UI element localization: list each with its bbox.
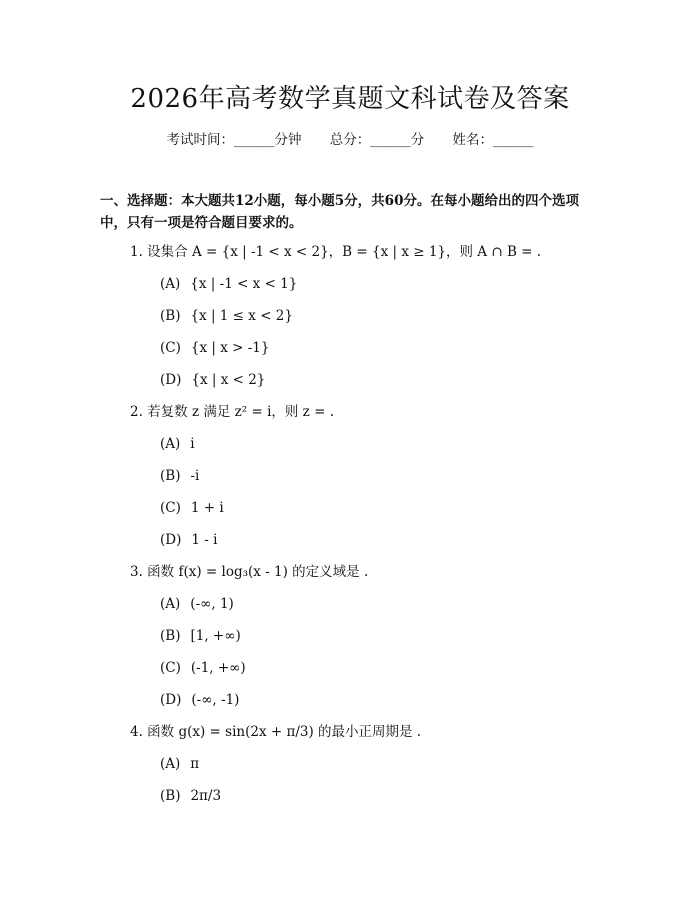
option-text: {x | x > -1} [190, 340, 270, 356]
option-letter: (B) [160, 468, 181, 484]
option-text: 2π/3 [190, 788, 222, 804]
question-1-option-d [160, 370, 265, 390]
question-1-option-a [160, 274, 297, 294]
option-text: i [190, 436, 195, 452]
option-text: (-∞, -1) [191, 692, 240, 708]
option-letter: (B) [160, 308, 181, 324]
question-2-option-d [160, 530, 217, 550]
question-3-option-b [160, 626, 241, 646]
score-field: 总分：______分 [329, 132, 425, 148]
exam-title: 2026年高考数学真题文科试卷及答案 [130, 84, 570, 114]
question-3-option-c [160, 658, 246, 678]
option-text: (-∞, 1) [190, 596, 234, 612]
question-2-stem: 2. 若复数 z 满足 z² = i，则 z = . [130, 404, 334, 420]
question-1-option-c [160, 338, 269, 358]
question-4-stem: 4. 函数 g(x) = sin(2x + π/3) 的最小正周期是 . [130, 724, 422, 740]
question-2-option-c [160, 498, 224, 518]
question-4-option-a [160, 754, 199, 774]
option-letter: (D) [160, 372, 182, 388]
option-letter: (B) [160, 628, 181, 644]
option-letter: (B) [160, 788, 181, 804]
option-letter: (A) [160, 276, 181, 292]
option-text: π [190, 756, 200, 772]
question-1-option-b [160, 306, 293, 326]
option-letter: (C) [160, 660, 181, 676]
section-heading: 一、选择题：本大题共12小题，每小题5分，共60分。在每小题给出的四个选项中，只有一项是符合题目要求的。 [100, 193, 579, 231]
question-3-stem: 3. 函数 f(x) = log₃(x - 1) 的定义域是 . [130, 564, 369, 580]
name-field: 姓名：______ [452, 132, 534, 148]
option-text: [1, +∞) [190, 628, 241, 644]
option-text: -i [190, 468, 200, 484]
question-3-option-d [160, 690, 239, 710]
question-2-option-b [160, 466, 199, 486]
exam-meta [0, 130, 700, 150]
option-letter: (C) [160, 500, 181, 516]
option-letter: (A) [160, 436, 181, 452]
time-field: 考试时间：______分钟 [166, 132, 302, 148]
option-text: {x | -1 < x < 1} [190, 276, 298, 292]
option-text: {x | x < 2} [191, 372, 266, 388]
question-3-option-a [160, 594, 234, 614]
option-letter: (C) [160, 340, 181, 356]
question-4-option-b [160, 786, 221, 806]
option-text: 1 + i [190, 500, 224, 516]
option-text: {x | 1 ≤ x < 2} [190, 308, 293, 324]
option-text: (-1, +∞) [190, 660, 246, 676]
option-letter: (D) [160, 532, 182, 548]
question-2-option-a [160, 434, 195, 454]
question-1-stem: 1. 设集合 A = {x | -1 < x < 2}，B = {x | x ≥ 1}，则 A ∩ B = . [130, 244, 542, 260]
option-letter: (D) [160, 692, 182, 708]
option-text: 1 - i [191, 532, 218, 548]
option-letter: (A) [160, 756, 181, 772]
option-letter: (A) [160, 596, 181, 612]
